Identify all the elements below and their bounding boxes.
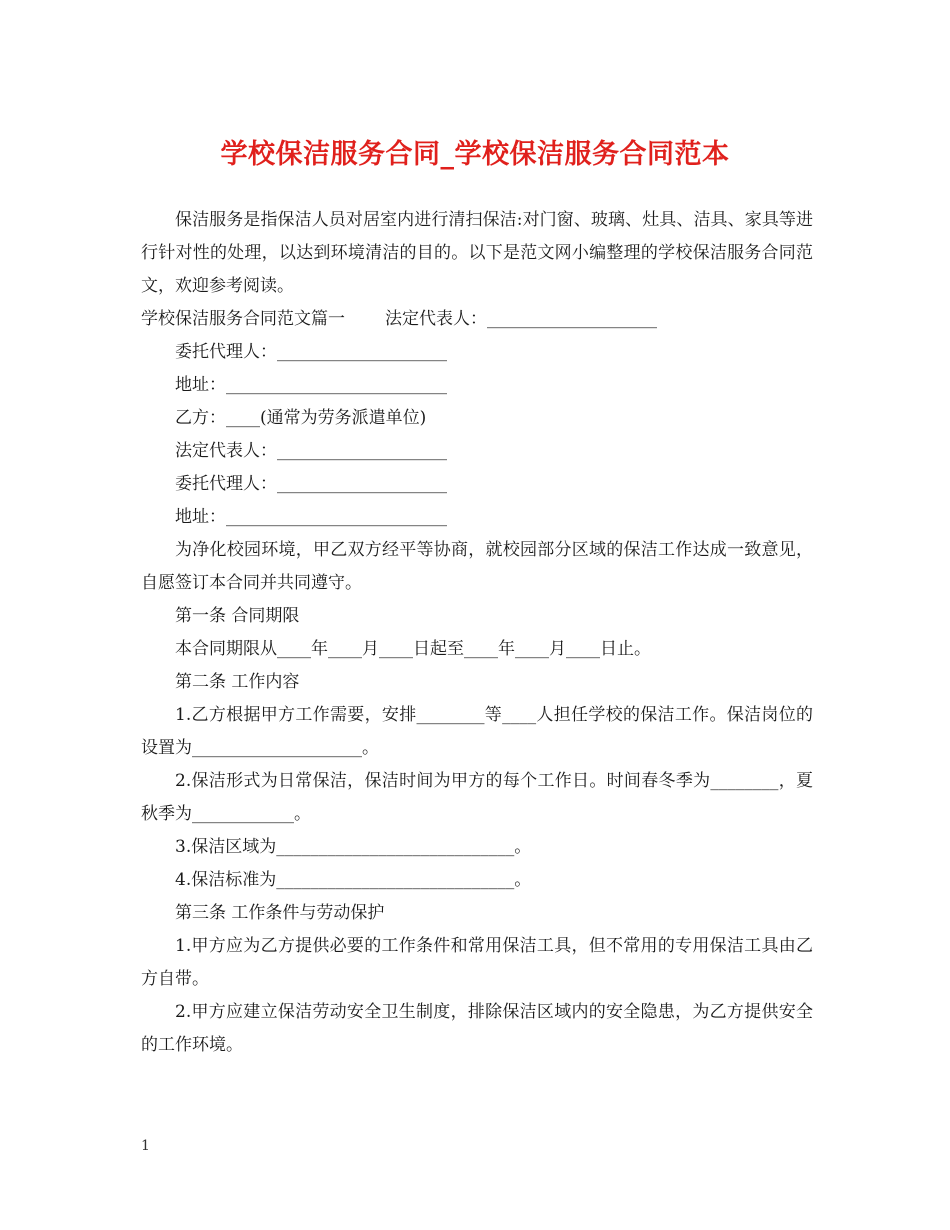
article-1-heading: 第一条 合同期限 <box>175 606 300 626</box>
party-b-address: 地址：__________________________ <box>175 507 447 527</box>
preamble-paragraph: 为净化校园环境，甲乙双方经平等协商，就校园部分区域的保洁工作达成一致意见，自愿签订本合同并共同遵守。 <box>141 540 813 593</box>
article-2-item: 3.保洁区域为____________________________。 <box>175 837 532 857</box>
article-3-item: 2.甲方应建立保洁劳动安全卫生制度，排除保洁区域内的安全隐患，为乙方提供安全的工作环境。 <box>141 1002 813 1055</box>
party-a-address: 地址：__________________________ <box>175 375 447 395</box>
article-2-heading: 第二条 工作内容 <box>175 672 300 692</box>
document-title: 学校保洁服务合同_学校保洁服务合同范本 <box>220 139 730 170</box>
party-a-agent: 委托代理人：____________________ <box>175 342 447 362</box>
party-b-name: 乙方：____(通常为劳务派遣单位) <box>175 408 427 428</box>
heading-line <box>141 303 813 336</box>
intro-paragraph: 保洁服务是指保洁人员对居室内进行清扫保洁:对门窗、玻璃、灶具、洁具、家具等进行针对性的处理，以达到环境清洁的目的。以下是范文网小编整理的学校保洁服务合同范文，欢迎参考阅读。 <box>141 210 813 296</box>
party-b-legal-rep: 法定代表人：____________________ <box>175 441 447 461</box>
party-a-legal-rep: 法定代表人：____________________ <box>385 309 657 329</box>
article-2-item: 2.保洁形式为日常保洁，保洁时间为甲方的每个工作日。时间春冬季为________，夏秋季为____________。 <box>141 771 813 824</box>
article-1-text: 本合同期限从____年____月____日起至____年____月____日止。 <box>175 639 651 659</box>
article-2-item: 1.乙方根据甲方工作需要，安排________等____人担任学校的保洁工作。保洁岗位的设置为____________________。 <box>141 705 813 758</box>
document-body <box>141 204 813 1062</box>
page-number: 1 <box>141 1138 150 1154</box>
article-2-item: 4.保洁标准为____________________________。 <box>175 870 532 890</box>
article-3-item: 1.甲方应为乙方提供必要的工作条件和常用保洁工具，但不常用的专用保洁工具由乙方自带。 <box>141 936 813 989</box>
party-b-agent: 委托代理人：____________________ <box>175 474 447 494</box>
article-3-heading: 第三条 工作条件与劳动保护 <box>175 903 385 923</box>
contract-sample-heading: 学校保洁服务合同范文篇一 <box>141 309 345 329</box>
